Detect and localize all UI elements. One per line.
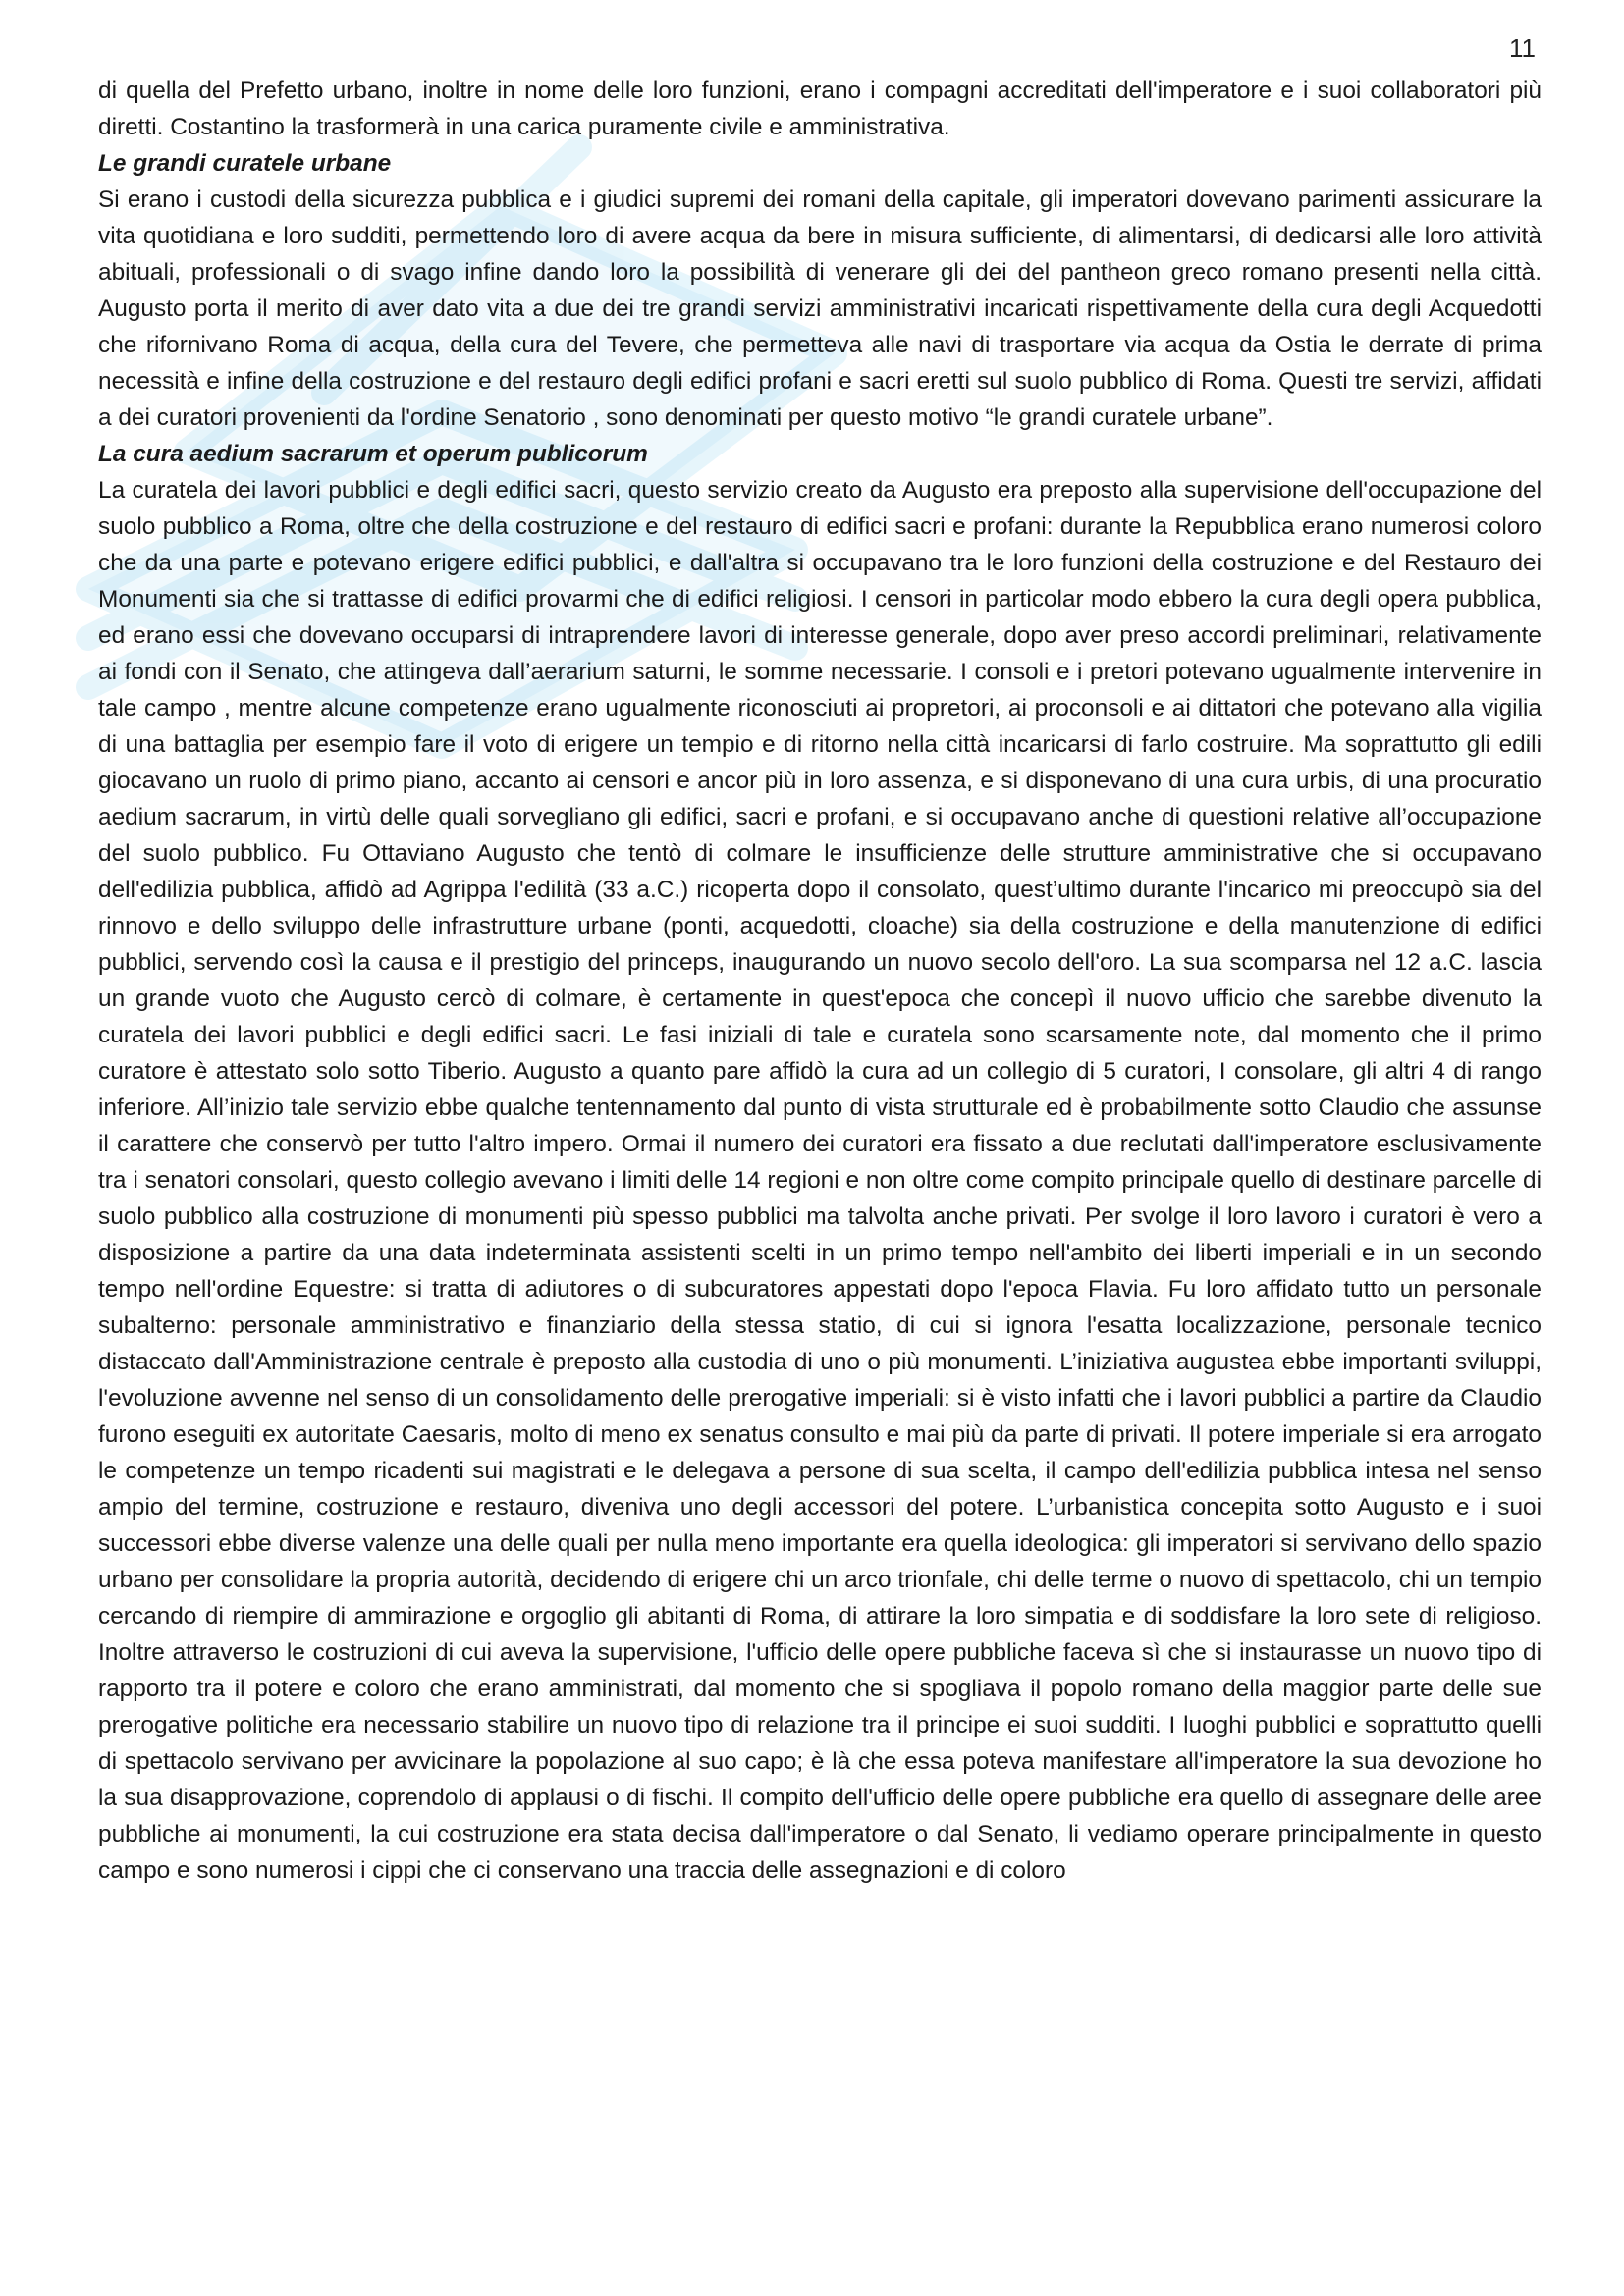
page-number: 11 [1509,33,1536,63]
section-paragraph-cura-aedium: La curatela dei lavori pubblici e degli edifici sacri, questo servizio creato da Augusto era preposto alla supervisione dell'occupazione del suolo pubblico a Roma, oltre che della costruzione e del restauro di edifici sacri e profani: durante la Repubblica erano numerosi coloro che da una parte e potevano erigere edifici pubblici, e dall'altra si occupavano tra le loro funzioni della costruzione e del Restauro dei Monumenti sia che si trattasse di edifici provarmi che di edifici religiosi. I censori in particolar modo ebbero la cura degli opera pubblica, ed erano essi che dovevano occuparsi di intraprendere lavori di interesse generale, dopo aver preso accordi preliminari, relativamente ai fondi con il Senato, che attingeva dall’aerarium saturni, le somme necessarie. I consoli e i pretori potevano ugualmente intervenire in tale campo , mentre alcune competenze erano ugualmente riconosciuti ai propretori, ai proconsoli e ai dittatori che potevano alla vigilia di una battaglia per esempio fare il voto di erigere un tempio e di ritorno nella città incaricarsi di farlo costruire. Ma soprattutto gli edili giocavano un ruolo di primo piano, accanto ai censori e ancor più in loro assenza, e si disponevano di una cura urbis, di una procuratio aedium sacrarum, in virtù delle quali sorvegliano gli edifici, sacri e profani, e si occupavano anche di questioni relative all’occupazione del suolo pubblico. Fu Ottaviano Augusto che tentò di colmare le insufficienze delle strutture amministrative che si occupavano dell'edilizia pubblica, affidò ad Agrippa l'edilità (33 a.C.) ricoperta dopo il consolato, quest’ultimo durante l'incarico mi preoccupò sia del rinnovo e dello sviluppo delle infrastrutture urbane (ponti, acquedotti, cloache) sia della costruzione e della manutenzione di edifici pubblici, servendo così la causa e il prestigio del princeps, inaugurando un nuovo secolo dell'oro. La sua scomparsa nel 12 a.C. lascia un grande vuoto che Augusto cercò di colmare, è certamente in quest'epoca che concepì il nuovo ufficio che sarebbe divenuto la curatela dei lavori pubblici e degli edifici sacri. Le fasi iniziali di tale e curatela sono scarsamente note, dal momento che il primo curatore è attestato solo sotto Tiberio. Augusto a quanto pare affidò la cura ad un collegio di 5 curatori, I consolare, gli altri 4 di rango inferiore. All’inizio tale servizio ebbe qualche tentennamento dal punto di vista strutturale ed è probabilmente sotto Claudio che assunse il carattere che conservò per tutto l'altro impero. Ormai il numero dei curatori era fissato a due reclutati dall'imperatore esclusivamente tra i senatori consolari, questo collegio avevano i limiti delle 14 regioni e non oltre come compito principale quello di destinare parcelle di suolo pubblico alla costruzione di monumenti più spesso pubblici ma talvolta anche privati. Per svolge il loro lavoro i curatori è vero a disposizione a partire da una data indeterminata assistenti scelti in un primo tempo nell'ambito dei liberti imperiali e in un secondo tempo nell'ordine Equestre: si tratta di adiutores o di subcuratores appestati dopo l'epoca Flavia. Fu loro affidato tutto un personale subalterno: personale amministrativo e finanziario della stessa statio, di cui si ignora l'esatta localizzazione, personale tecnico distaccato dall'Amministrazione centrale è preposto alla custodia di uno o più monumenti. L’iniziativa augustea ebbe importanti sviluppi, l'evoluzione avvenne nel senso di un consolidamento delle prerogative imperiali: si è visto infatti che i lavori pubblici a partire da Claudio furono eseguiti ex autoritate Caesaris, molto di meno ex senatus consulto e mai più da parte di privati. Il potere imperiale si era arrogato le competenze un tempo ricadenti sui magistrati e le delegava a persone di sua scelta, il campo dell'edilizia pubblica intesa nel senso ampio del termine, costruzione e restauro, diveniva uno degli accessori del potere. L’urbanistica concepita sotto Augusto e i suoi successori ebbe diverse valenze una delle quali per nulla meno importante era quella ideologica: gli imperatori si servivano dello spazio urbano per consolidare la propria autorità, decidendo di erigere chi un arco trionfale, chi delle terme o nuovo di spettacolo, chi un tempio cercando di riempire di ammirazione e orgoglio gli abitanti di Roma, di attirare la loro simpatia e di soddisfare la loro sete di religioso. Inoltre attraverso le costruzioni di cui aveva la supervisione, l'ufficio delle opere pubbliche faceva sì che si instaurasse un nuovo tipo di rapporto tra il potere e coloro che erano amministrati, dal momento che si spogliava il popolo romano della maggior parte delle sue prerogative politiche era necessario stabilire un nuovo tipo di relazione tra il principe ei suoi sudditi. I luoghi pubblici e soprattutto quelli di spettacolo servivano per avvicinare la popolazione al suo capo; è là che essa poteva manifestare all'imperatore la sua devozione ho la sua disapprovazione, coprendolo di applausi o di fischi. Il compito dell'ufficio delle opere pubbliche era quello di assegnare delle aree pubbliche ai monumenti, la cui costruzione era stata decisa dall'imperatore o dal Senato, li vediamo operare principalmente in questo campo e sono numerosi i cippi che ci conservano una traccia delle assegnazioni e di coloro [98,477,1542,1884]
section-heading-cura-aedium: La cura aedium sacrarum et operum publicorum [98,441,648,467]
section-paragraph-curatele: Si erano i custodi della sicurezza pubblica e i giudici supremi dei romani della capitale, gli imperatori dovevano parimenti assicurare la vita quotidiana e loro sudditi, permettendo loro di avere acqua da bere in misura sufficiente, di alimentarsi, di dedicarsi alle loro attività abituali, professionali o di svago infine dando loro la possibilità di venerare gli dei del pantheon greco romano presenti nella città. Augusto porta il merito di aver dato vita a due dei tre grandi servizi amministrativi incaricati rispettivamente della cura degli Acquedotti che rifornivano Roma di acqua, della cura del Tevere, che permetteva alle navi di trasportare via acqua da Ostia le derrate di prima necessità e infine della costruzione e del restauro degli edifici profani e sacri eretti sul suolo pubblico di Roma. Questi tre servizi, affidati a dei curatori provenienti da l'ordine Senatorio , sono denominati per questo motivo “le grandi curatele urbane”. [98,187,1542,431]
intro-paragraph: di quella del Prefetto urbano, inoltre in nome delle loro funzioni, erano i compagni accreditati dell'imperatore e i suoi collaboratori più diretti. Costantino la trasformerà in una carica puramente civile e amministrativa. [98,78,1542,140]
section-heading-curatele: Le grandi curatele urbane [98,150,392,177]
document-body [98,73,1542,1889]
